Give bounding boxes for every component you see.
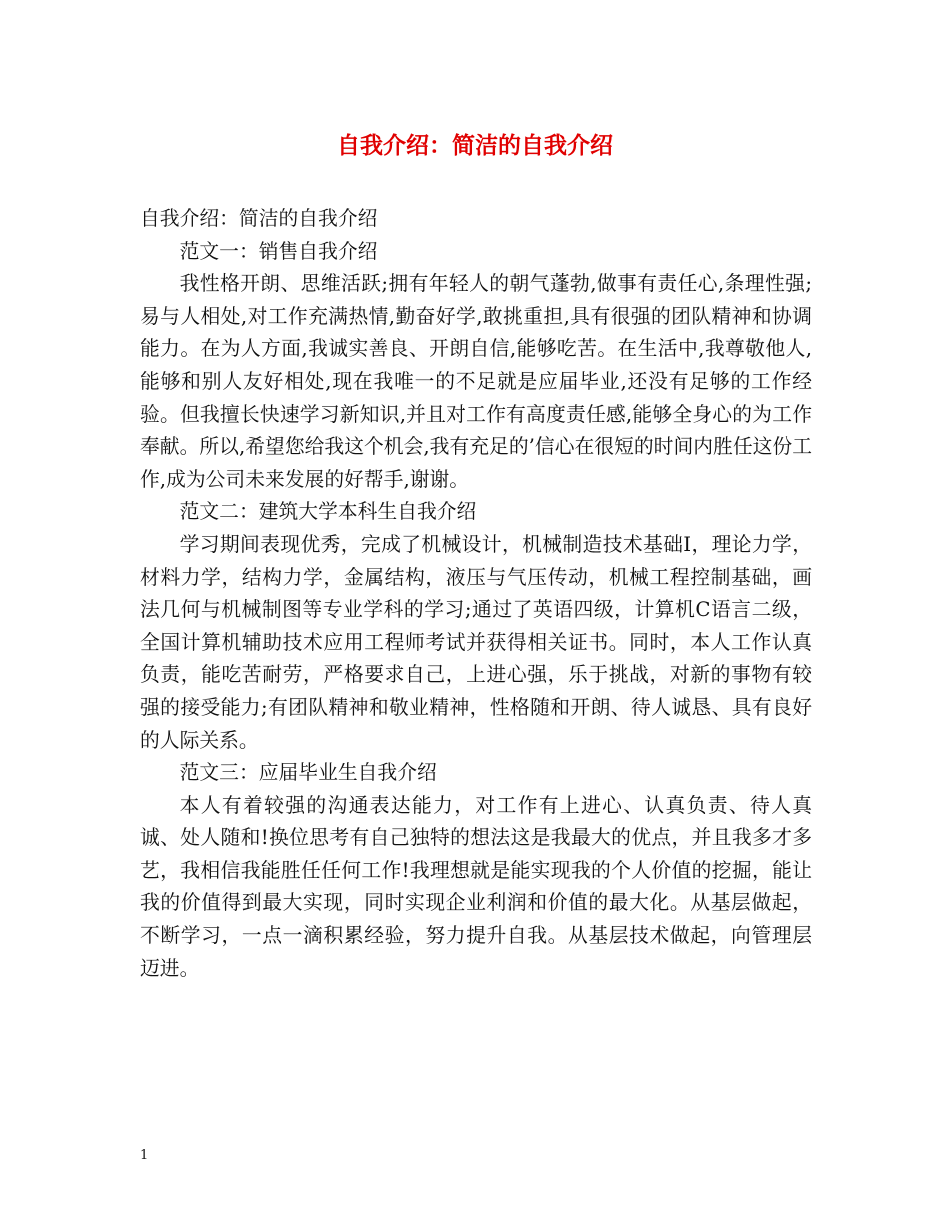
intro-heading: 自我介绍：简洁的自我介绍 xyxy=(140,207,378,230)
paragraph-sample-2: 学习期间表现优秀，完成了机械设计，机械制造技术基础Ⅰ，理论力学，材料力学，结构力学，金属结构，液压与气压传动，机械工程控制基础，画法几何与机械制图等专业学科的学习;通过了英语四级，计算机C语言二级，全国计算机辅助技术应用工程师考试并获得相关证书。同时，本人工作认真负责，能吃苦耐劳，严格要求自己，上进心强，乐于挑战，对新的事物有较强的接受能力;有团队精神和敬业精神，性格随和开朗、待人诚恳、具有良好的人际关系。 xyxy=(140,532,812,752)
paragraph-sample-3: 本人有着较强的沟通表达能力，对工作有上进心、认真负责、待人真诚、处人随和!换位思考有自己独特的想法这是我最大的优点，并且我多才多艺，我相信我能胜任任何工作!我理想就是能实现我的个人价值的挖掘，能让我的价值得到最大实现，同时实现企业利润和价值的最大化。从基层做起，不断学习，一点一滴积累经验，努力提升自我。从基层技术做起，向管理层迈进。 xyxy=(140,793,812,980)
section-heading-sample-1: 范文一：销售自我介绍 xyxy=(179,239,378,263)
section-heading-sample-3: 范文三：应届毕业生自我介绍 xyxy=(179,761,437,785)
page-number: 1 xyxy=(140,1148,149,1163)
paragraph-sample-1: 我性格开朗、思维活跃;拥有年轻人的朝气蓬勃,做事有责任心,条理性强;易与人相处,对工作充满热情,勤奋好学,敢挑重担,具有很强的团队精神和协调能力。在为人方面,我诚实善良、开朗自信,能够吃苦。在生活中,我尊敬他人,能够和别人友好相处,现在我唯一的不足就是应届毕业,还没有足够的工作经验。但我擅长快速学习新知识,并且对工作有高度责任感,能够全身心的为工作奉献。所以,希望您给我这个机会,我有充足的’信心在很短的时间内胜任这份工作,成为公司未来发展的好帮手,谢谢。 xyxy=(140,272,812,491)
section-heading-sample-2: 范文二：建筑大学本科生自我介绍 xyxy=(179,500,477,524)
document-body xyxy=(140,203,812,985)
document-title: 自我介绍：简洁的自我介绍 xyxy=(337,132,613,159)
